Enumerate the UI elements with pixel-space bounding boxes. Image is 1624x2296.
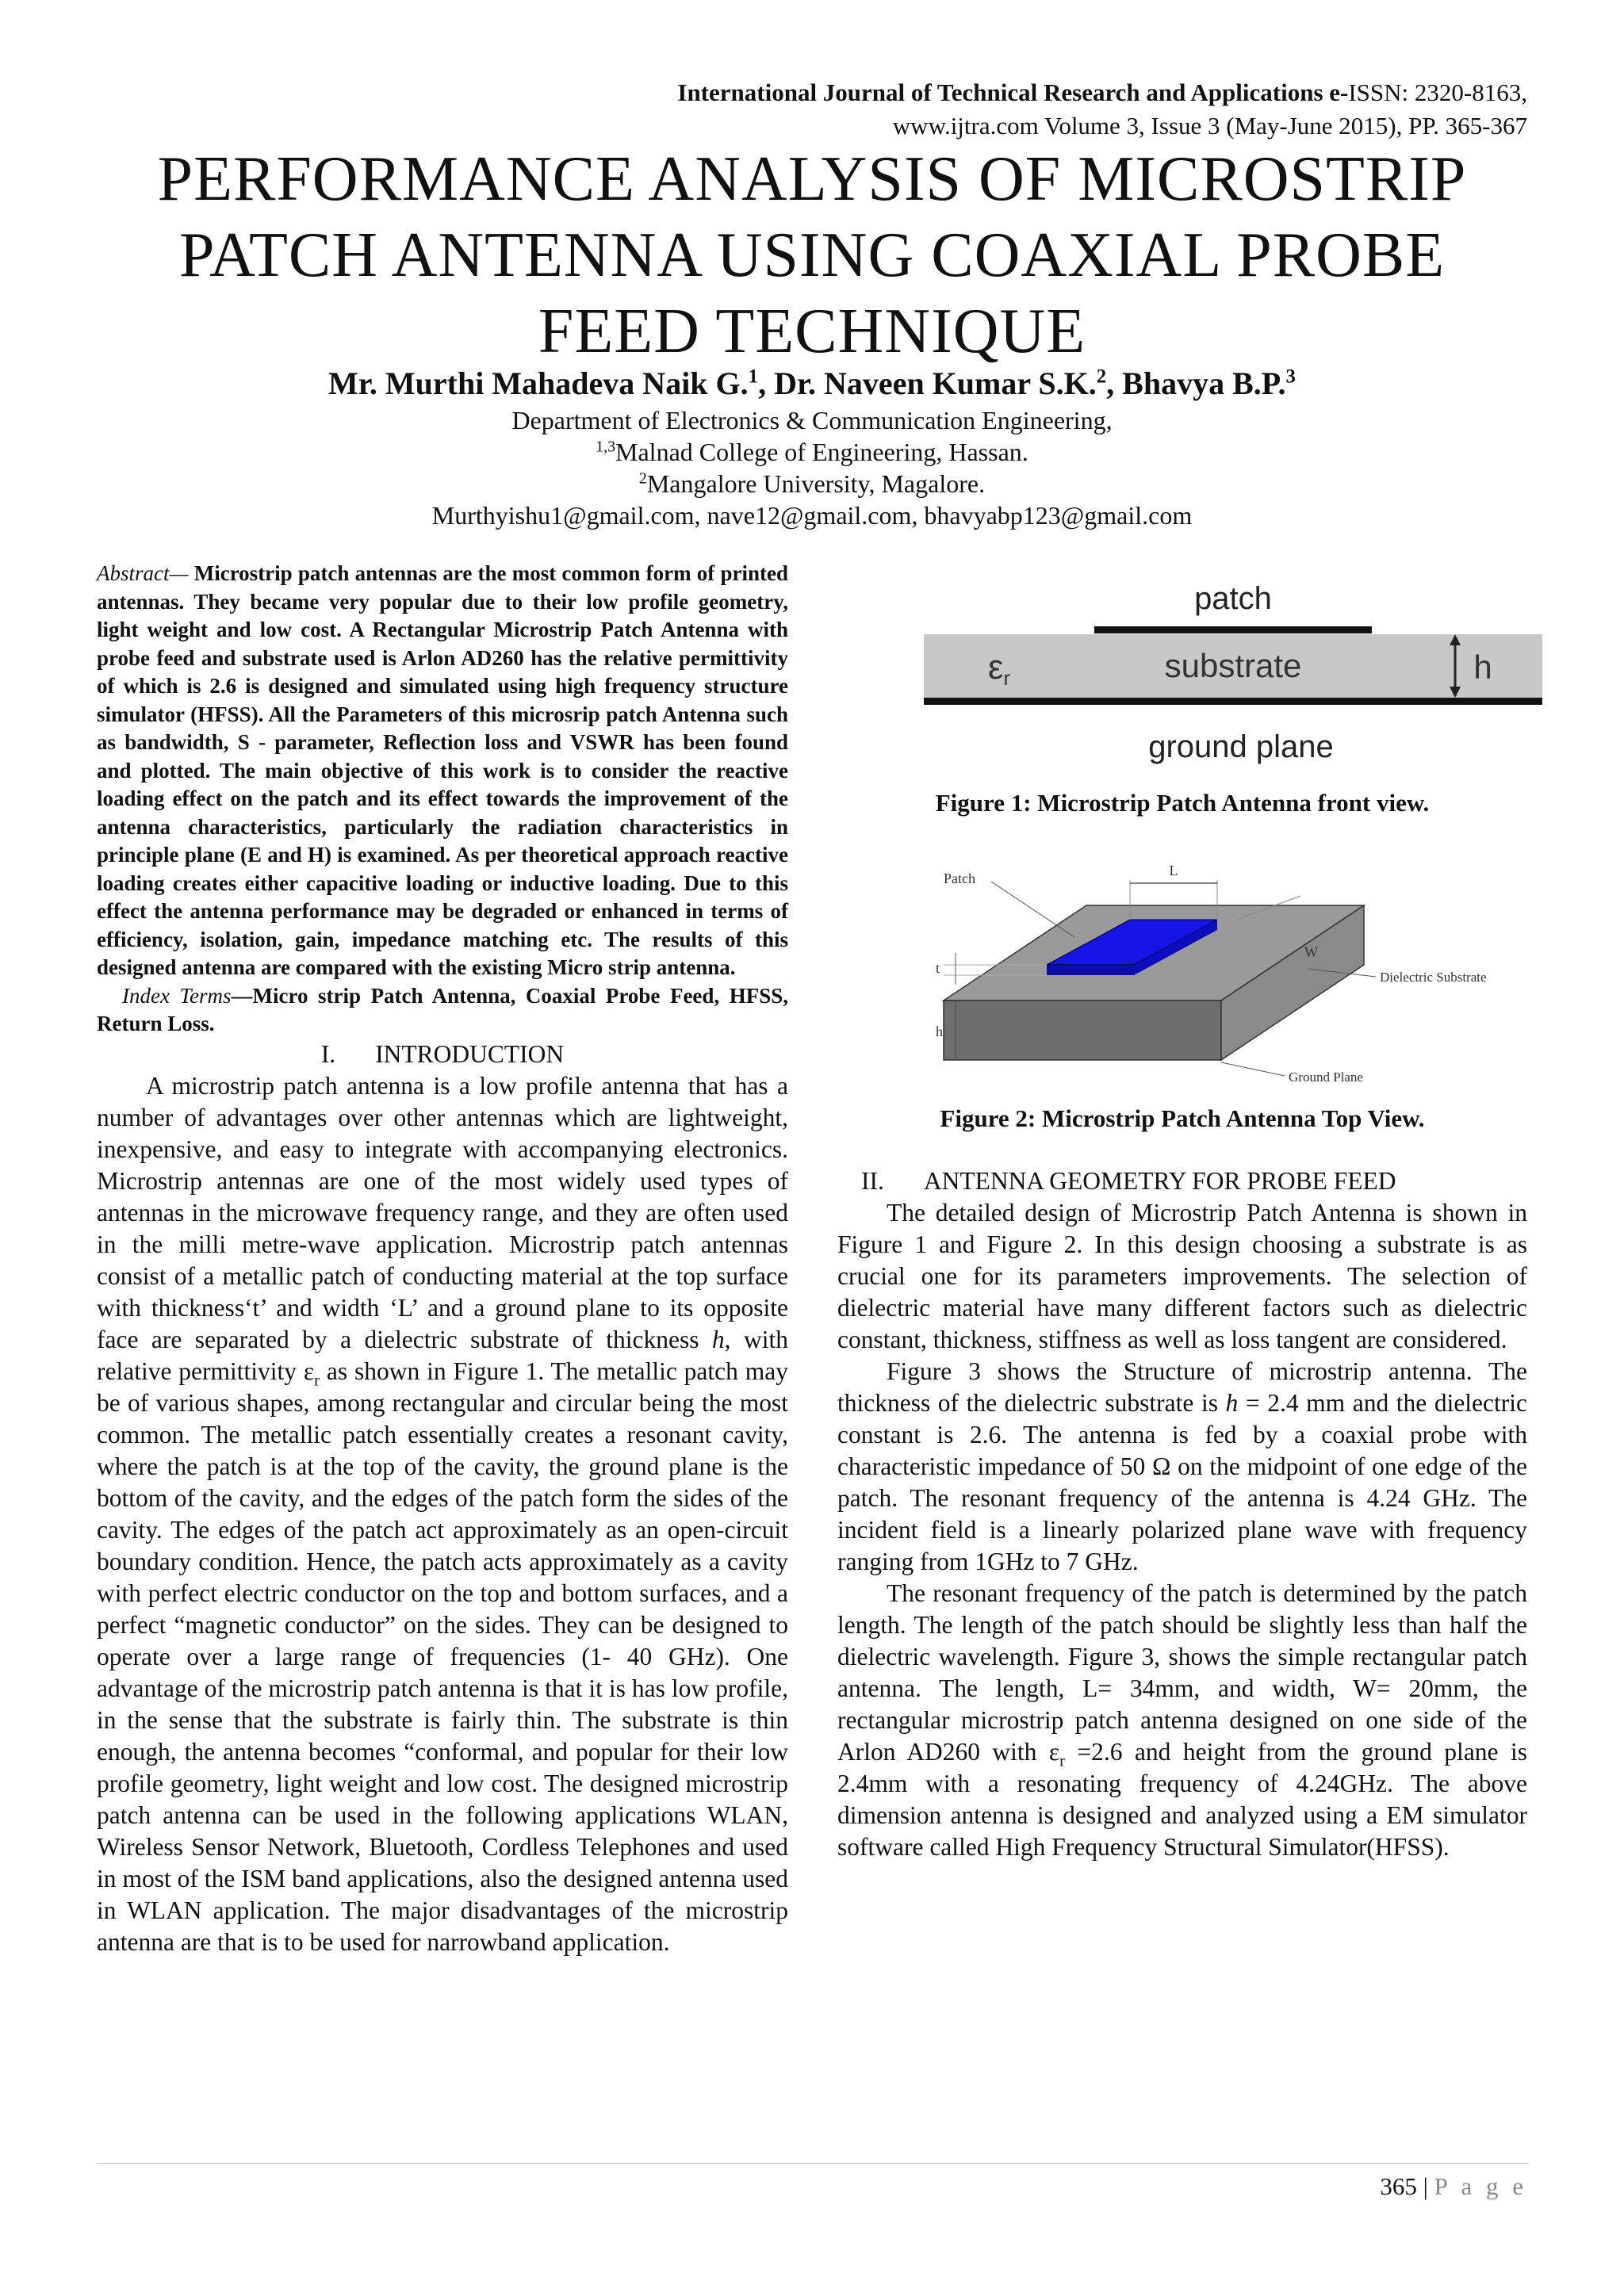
journal-line2: www.ijtra.com Volume 3, Issue 3 (May-June 2015), PP. 365-367 <box>892 112 1527 140</box>
geometry-paragraph-3: The resonant frequency of the patch is determined by the patch length. The length of the patch should be slightly less than half the dielectric wavelength. Figure 3, shows the simple rectangular patch antenna. The length, L= 34mm, and width, W= 20mm, the rectangular microstrip patch antenna designed on one side of the Arlon AD260 with $\varepsilon_r =2.6$ and height from the ground plane is 2.4mm with a resonating frequency of 4.24GHz. The above dimension antenna is designed and analyzed using a EM simulator software called High Frequency Structural Simulator(HFSS). <box>837 1579 1527 1861</box>
fig2-ground-label: Ground Plane <box>1289 1070 1363 1085</box>
section-2-heading: II. ANTENNA GEOMETRY FOR PROBE FEED <box>861 1167 1396 1195</box>
department: Department of Electronics & Communication Engineering, <box>511 406 1113 434</box>
intro-paragraph: A microstrip patch antenna is a low profile antenna that has a number of advantages over other antennas which are lightweight, inexpensive, and easy to integrate with accompanying electronics. Microstrip antennas are one of the most widely used types of antennas in the microwave frequency range, and they are often used in the milli metre-wave application. Microstrip patch antennas consist of a metallic patch of conducting material at the top surface with thickness‘t’ and width ‘L’ and a ground plane to its opposite face are separated by a dielectric substrate of thickness h, with relative permittivity $\varepsilon_r$ as shown in Figure 1. The metallic patch may be of various shapes, among rectangular and circular being the most common. The metallic patch essentially creates a resonant cavity, where the patch is at the top of the cavity, the ground plane is the bottom of the cavity, and the edges of the patch form the sides of the cavity. The edges of the patch act approximately as an open-circuit boundary condition. Hence, the patch acts approximately as a cavity with perfect electric conductor on the top and bottom surfaces, and a perfect “magnetic conductor” on the sides. They can be designed to operate over a large range of frequencies (1- 40 GHz). One advantage of the microstrip patch antenna is that it is has low profile, in the sense that the substrate is fairly thin. The substrate is thin enough, the antenna becomes “conformal, and popular for their low profile geometry, light weight and low cost. The designed microstrip patch antenna can be used in the following applications WLAN, Wireless Sensor Network, Bluetooth, Cordless Telephones and used in most of the ISM band applications, also the designed antenna used in WLAN application. The major disadvantages of the microstrip antenna are that is to be used for narrowband application. <box>97 1071 789 1956</box>
left-column <box>97 560 788 1958</box>
page-footer: 365 | P a g e <box>1380 2172 1527 2200</box>
fig2-dielectric-label: Dielectric Substrate <box>1380 970 1487 985</box>
fig2-patch-leader <box>991 882 1074 937</box>
emails: Murthyishu1@gmail.com, nave12@gmail.com, bhavyabp123@gmail.com <box>431 501 1193 530</box>
fig1-h-label: h <box>1473 649 1492 686</box>
fig2-l-label: L <box>1169 863 1178 878</box>
page-word: P a g e <box>1434 2172 1527 2200</box>
figure-1-caption: Figure 1: Microstrip Patch Antenna front view. <box>935 789 1430 817</box>
right-column <box>837 1165 1527 1863</box>
figure-1-front-view <box>924 571 1542 777</box>
figure-2-caption: Figure 2: Microstrip Patch Antenna Top View. <box>940 1104 1425 1132</box>
fig1-patch-layer <box>1094 626 1372 633</box>
geometry-paragraph-2: Figure 3 shows the Structure of microstrip antenna. The thickness of the dielectric substrate is h = 2.4 mm and the dielectric constant is 2.6. The antenna is fed by a coaxial probe with characteristic impedance of 50 Ω on the midpoint of one edge of the patch. The resonant frequency of the antenna is 4.24 GHz. The incident field is a linearly polarized plane wave with frequency ranging from 1GHz to 7 GHz. <box>837 1357 1527 1575</box>
footer-rule <box>97 2163 1529 2164</box>
journal-line1: International Journal of Technical Research and Applications e-ISSN: 2320-8163, <box>677 78 1527 106</box>
index-terms: Index Terms—Micro strip Patch Antenna, Coaxial Probe Feed, HFSS, Return Loss. <box>97 983 788 1035</box>
figure-2-top-view <box>936 858 1522 1088</box>
fig2-patch-front <box>1047 965 1134 975</box>
abstract: Abstract— Microstrip patch antennas are the most common form of printed antennas. They became very popular due to their low profile geometry, light weight and low cost. A Rectangular Microstrip Patch Antenna with probe feed and substrate used is Arlon AD260 has the relative permittivity of which is 2.6 is designed and simulated using high frequency structure simulator (HFSS). All the Parameters of this microsrip patch Antenna such as bandwidth, S - parameter, Reflection loss and VSWR has been found and plotted. The main objective of this work is to consider the reactive loading effect on the patch and its effect towards the improvement of the antenna characteristics, particularly the radiation characteristics in principle plane (E and H) is examined. As per theoretical approach reactive loading creates either capacitive loading or inductive loading. Due to this effect the antenna performance may be degraded or enhanced in terms of efficiency, isolation, gain, impedance matching etc. The results of this designed antenna are compared with the existing Micro strip antenna. <box>97 561 788 979</box>
section-1-heading: I. INTRODUCTION <box>320 1039 565 1068</box>
fig2-patch-label: Patch <box>944 871 975 886</box>
fig2-w-label: W <box>1304 944 1318 960</box>
fig2-t-label: t <box>936 960 940 976</box>
affiliations <box>95 404 1529 531</box>
paper-title: PERFORMANCE ANALYSIS OF MICROSTRIP PATCH ANTENNA USING COAXIAL PROBE FEED TECHNIQUE <box>157 144 1467 366</box>
fig2-ground-leader <box>1221 1062 1285 1076</box>
fig1-ground-label: ground plane <box>1148 729 1334 764</box>
fig2-h-label: h <box>936 1024 943 1039</box>
college: $^{1,3}$Malnad College of Engineering, Hassan. <box>596 438 1028 466</box>
university: $^2$Mangalore University, Magalore. <box>638 469 986 498</box>
page-number: 365 <box>1380 2172 1417 2200</box>
geometry-paragraph-1: The detailed design of Microstrip Patch Antenna is shown in Figure 1 and Figure 2. In this design choosing a substrate is as crucial one for its parameters improvements. The selection of dielectric material have many different factors such as dielectric constant, thickness, stiffness as well as loss tangent are considered. <box>837 1199 1527 1353</box>
fig1-permittivity-label: εr <box>987 648 1011 690</box>
fig1-substrate-label: substrate <box>1164 647 1302 684</box>
fig1-patch-label: patch <box>1194 581 1272 616</box>
journal-header <box>417 76 1527 143</box>
author-list: Mr. Murthi Mahadeva Naik G.$^1$, Dr. Naveen Kumar S.K.$^2$, Bhavya B.P.$^3$ <box>328 365 1296 401</box>
fig2-slab-front <box>944 1001 1221 1060</box>
fig1-ground-layer <box>924 698 1542 705</box>
